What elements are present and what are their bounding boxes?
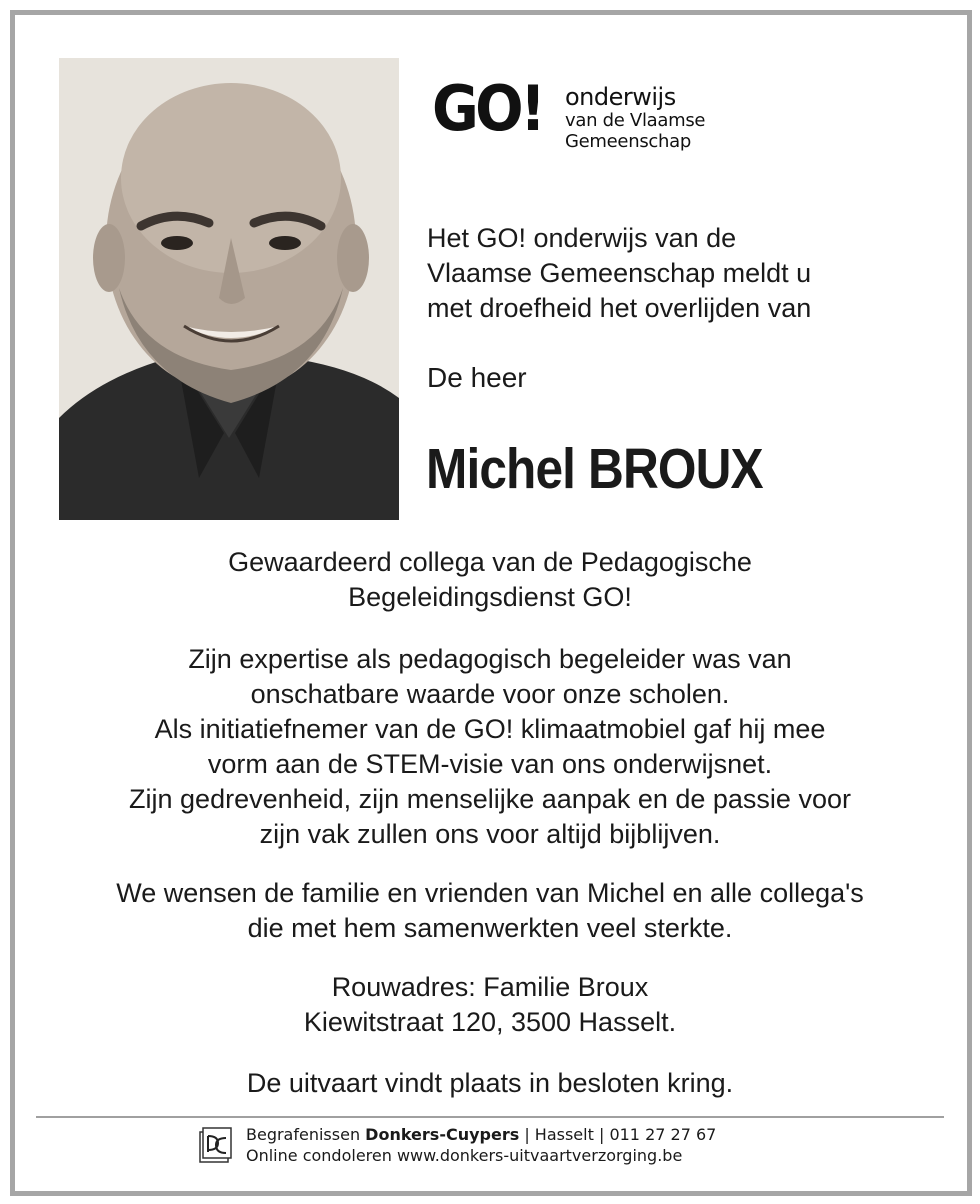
funeral-home-logo-icon — [198, 1126, 232, 1164]
tribute-line: zijn vak zullen ons voor altijd bijblijven. — [259, 819, 721, 849]
logo-mark: GO! — [432, 72, 543, 145]
footer-company: Donkers-Cuypers — [365, 1125, 520, 1144]
role-line: Gewaardeerd collega van de Pedagogische — [228, 547, 752, 577]
footer-prefix: Begrafenissen — [246, 1125, 366, 1144]
tribute-line: Zijn expertise als pedagogisch begeleider was van — [188, 644, 792, 674]
address-line: Rouwadres: Familie Broux — [331, 972, 649, 1002]
tribute-line: Zijn gedrevenheid, zijn menselijke aanpak en de passie voor — [129, 784, 851, 814]
logo-line-2: van de Vlaamse — [565, 110, 706, 131]
tribute-text — [30, 642, 950, 852]
intro-line: met droefheid het overlijden van — [427, 293, 812, 323]
wishes-text — [30, 876, 950, 946]
funeral-home-footer — [198, 1124, 798, 1174]
wishes-line: We wensen de familie en vrienden van Michel en alle collega's — [116, 878, 864, 908]
go-onderwijs-logo — [432, 66, 732, 156]
tribute-line: onschatbare waarde voor onze scholen. — [250, 679, 730, 709]
deceased-name: Michel BROUX — [426, 437, 763, 501]
wishes-line: die met hem samenwerkten veel sterkte. — [247, 913, 733, 943]
funeral-line: De uitvaart vindt plaats in besloten kring. — [246, 1068, 734, 1098]
portrait-photo — [59, 58, 399, 520]
tribute-line: Als initiatiefnemer van de GO! klimaatmobiel gaf hij mee — [154, 714, 826, 744]
footer-divider — [36, 1116, 944, 1118]
intro-line: Het GO! onderwijs van de — [427, 223, 737, 253]
logo-wordmark — [565, 84, 705, 152]
intro-text — [427, 221, 897, 326]
footer-text — [246, 1124, 716, 1166]
address-line: Kiewitstraat 120, 3500 Hasselt. — [303, 1007, 677, 1037]
intro-line: Vlaamse Gemeenschap meldt u — [427, 258, 812, 288]
logo-line-3: Gemeenschap — [565, 131, 691, 152]
funeral-text — [30, 1066, 950, 1101]
footer-city: | Hasselt | — [519, 1125, 610, 1144]
role-line: Begeleidingsdienst GO! — [348, 582, 632, 612]
footer-line-2: Online condoleren www.donkers-uitvaartverzorging.be — [246, 1146, 683, 1165]
honorific: De heer — [427, 362, 527, 393]
tribute-line: vorm aan de STEM-visie van ons onderwijsnet. — [207, 749, 773, 779]
logo-line-1: onderwijs — [565, 83, 676, 111]
footer-line-1 — [246, 1124, 716, 1145]
address-text — [30, 970, 950, 1040]
footer-phone: 011 27 27 67 — [609, 1125, 717, 1144]
role-text — [30, 545, 950, 615]
